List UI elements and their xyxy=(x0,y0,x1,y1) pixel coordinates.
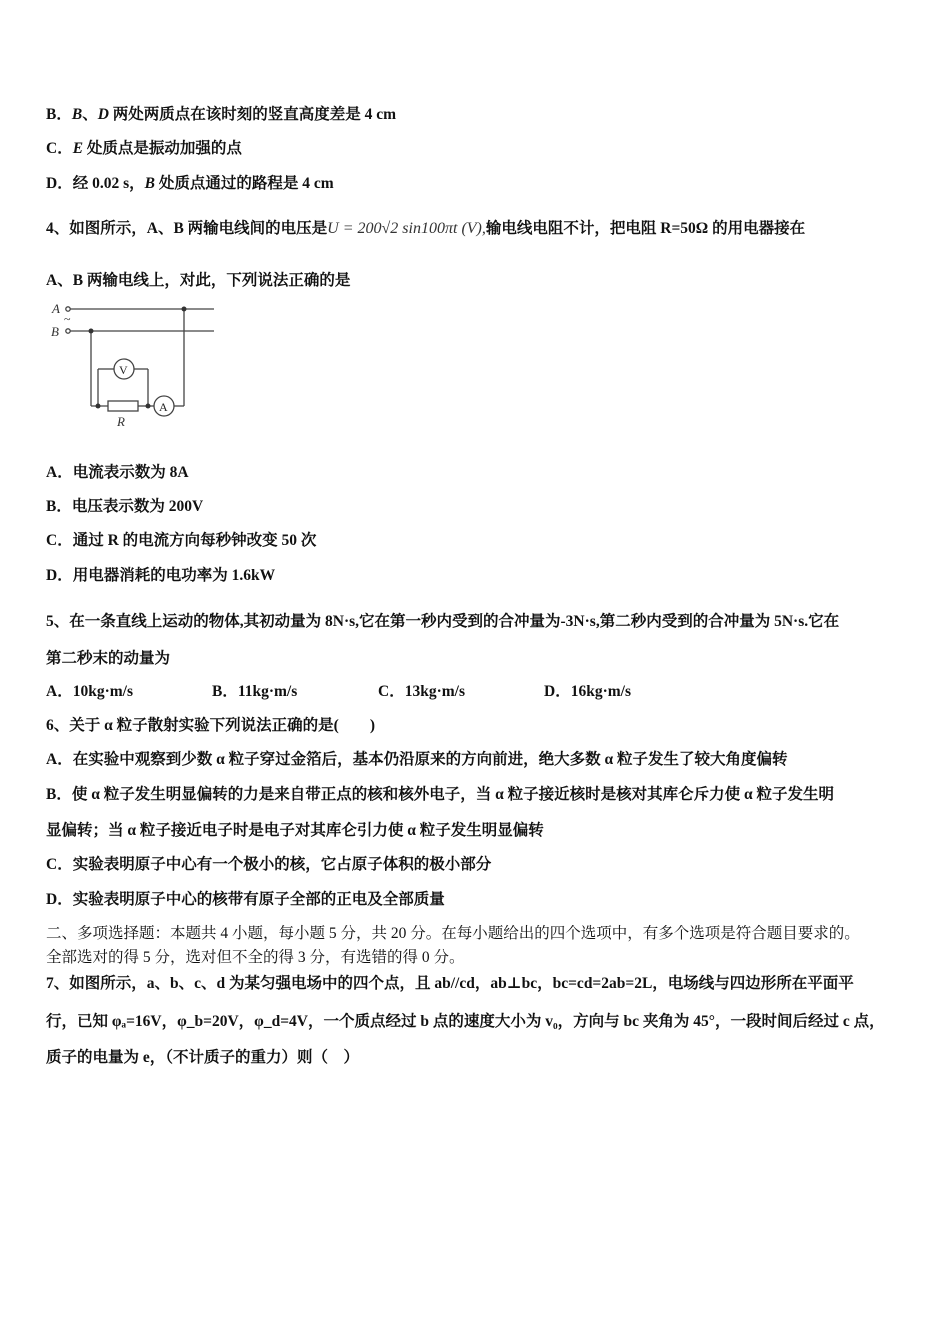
q5-option-a: A．10kg·m/s xyxy=(46,683,133,700)
q7-stem-line3: 质子的电量为 e，（不计质子的重力）则（ ） xyxy=(46,1049,360,1066)
q6-stem: 6、关于 α 粒子散射实验下列说法正确的是( ) xyxy=(46,717,375,734)
q6-option-c: C．实验表明原子中心有一个极小的核，它占原子体积的极小部分 xyxy=(46,856,492,873)
voltmeter-label: V xyxy=(119,363,128,377)
ammeter-label: A xyxy=(159,400,168,414)
resistor-label: R xyxy=(117,414,125,429)
q4-stem-line1: 4、如图所示，A、B 两输电线间的电压是U = 200√2 sin100πt (V),输电线电阻不计，把电阻 R=50Ω 的用电器接在 xyxy=(46,220,806,237)
q5-stem-line1: 5、在一条直线上运动的物体,其初动量为 8N·s,它在第一秒内受到的合冲量为-3N·s,第二秒内受到的合冲量为 5N·s.它在 xyxy=(46,613,840,630)
q6-option-b-line1: B．使 α 粒子发生明显偏转的力是来自带正点的核和核外电子，当 α 粒子接近核时是核对其库仑斥力使 α 粒子发生明 xyxy=(46,786,835,803)
q6-option-a: A．在实验中观察到少数 α 粒子穿过金箔后，基本仍沿原来的方向前进，绝大多数 α 粒子发生了较大角度偏转 xyxy=(46,751,788,768)
q4-option-a: A．电流表示数为 8A xyxy=(46,464,189,481)
section2-instructions-line2: 全部选对的得 5 分，选对但不全的得 3 分，有选错的得 0 分。 xyxy=(46,949,465,966)
q3-option-d: D．经 0.02 s，B 处质点通过的路程是 4 cm xyxy=(46,175,334,192)
q3-option-b: B．B、D 两处两质点在该时刻的竖直高度差是 4 cm xyxy=(46,106,397,123)
q5-options xyxy=(46,679,710,701)
q7-stem-line1: 7、如图所示，a、b、c、d 为某匀强电场中的四个点，且 ab//cd，ab⊥bc，bc=cd=2ab=2L，电场线与四边形所在平面平 xyxy=(46,975,854,992)
q5-option-c: C．13kg·m/s xyxy=(378,683,465,700)
q7-stem-line2: 行，已知 φₐ=16V，φ_b=20V，φ_d=4V，一个质点经过 b 点的速度大小为 v₀，方向与 bc 夹角为 45°，一段时间后经过 c 点， xyxy=(46,1013,885,1030)
q3-option-c: C．E 处质点是振动加强的点 xyxy=(46,140,242,157)
q5-option-d: D．16kg·m/s xyxy=(544,683,631,700)
q5-stem-line2: 第二秒末的动量为 xyxy=(46,650,171,667)
q4-option-d: D．用电器消耗的电功率为 1.6kW xyxy=(46,567,276,584)
circuit-figure xyxy=(46,297,221,432)
q6-option-d: D．实验表明原子中心的核带有原子全部的正电及全部质量 xyxy=(46,891,445,908)
label-a: A xyxy=(52,301,60,316)
label-b: B xyxy=(51,324,59,339)
q4-option-c: C．通过 R 的电流方向每秒钟改变 50 次 xyxy=(46,532,317,549)
q4-stem-line2: A、B 两输电线上，对此，下列说法正确的是 xyxy=(46,272,351,289)
q6-option-b-line2: 显偏转；当 α 粒子接近电子时是电子对其库仑引力使 α 粒子发生明显偏转 xyxy=(46,822,544,839)
section2-instructions-line1: 二、多项选择题：本题共 4 小题，每小题 5 分，共 20 分。在每小题给出的四个选项中，有多个选项是符合题目要求的。 xyxy=(46,925,860,942)
resistor xyxy=(108,401,138,411)
ac-tilde: ~ xyxy=(64,312,71,326)
voltage-formula: U = 200√2 sin100πt (V), xyxy=(327,220,486,237)
q5-option-b: B．11kg·m/s xyxy=(212,683,298,700)
q4-option-b: B．电压表示数为 200V xyxy=(46,498,204,515)
